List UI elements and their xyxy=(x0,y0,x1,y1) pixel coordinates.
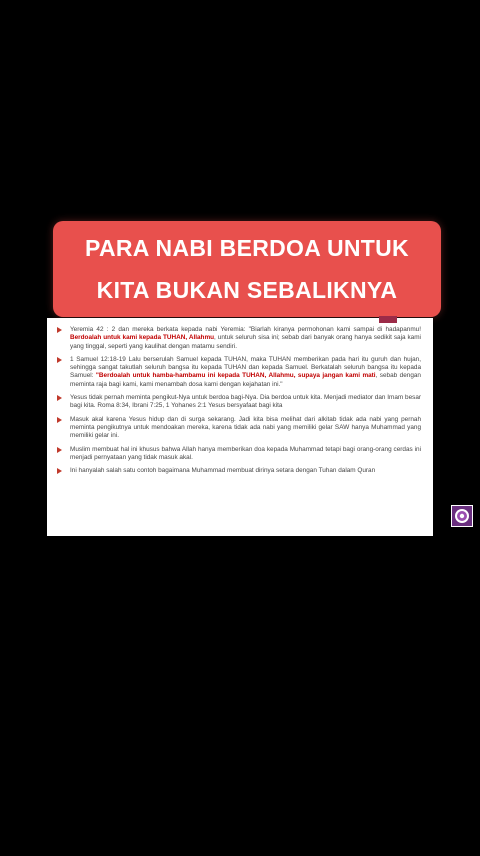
triangle-bullet-icon xyxy=(57,327,62,333)
body-text: Masuk akal karena Yesus hidup dan di surga sekarang. Jadi kita bisa melihat dari alkitab tidak ada nabi yang pernah meminta pengikutnya untuk mendoakan mereka, karena tidak ada nabi yang memiliki gelar SAW hanya Muhammad yang memiliki gelar ini. xyxy=(70,415,421,440)
body-text: 1 Samuel 12:18-19 Lalu berserulah Samuel kepada TUHAN, maka TUHAN memberikan pada hari itu guruh dan hujan, sehingga sangat takutlah seluruh bangsa itu kepada TUHAN dan kepada Samuel. Berkatalah seluruh bangsa itu kepada Samuel: xyxy=(70,355,421,380)
channel-logo-icon xyxy=(451,505,473,527)
body-text: Yeremia 42 : 2 dan mereka berkata kepada nabi Yeremia: "Biarlah kiranya permohonan kami sampai di hadapanmu! xyxy=(70,326,421,333)
list-item xyxy=(57,356,421,389)
body-text: , sebab dengan meminta raja bagi kami, kami menambah dosa kami dengan kejahatan ini." xyxy=(70,372,421,388)
title-line-2: KITA BUKAN SEBALIKNYA xyxy=(96,277,398,303)
body-text: Ini hanyalah salah satu contoh bagaimana Muhammad membuat dirinya setara dengan Tuhan dalam Quran xyxy=(70,467,376,475)
slide-panel xyxy=(47,318,433,536)
triangle-bullet-icon xyxy=(57,395,62,401)
title-line-1: PARA NABI BERDOA UNTUK xyxy=(85,235,409,261)
list-item xyxy=(57,446,421,463)
triangle-bullet-icon xyxy=(57,468,62,474)
emphasized-text: Berdoalah untuk kami kepada TUHAN, Allahmu xyxy=(70,334,215,342)
bullet-list xyxy=(57,326,421,475)
triangle-bullet-icon xyxy=(57,447,62,453)
list-item xyxy=(57,467,421,475)
list-item xyxy=(57,394,421,411)
triangle-bullet-icon xyxy=(57,357,62,363)
body-text: Muslim membuat hal ini khusus bahwa Allah hanya memberikan doa kepada Muhammad tetapi bagi orang-orang cerdas ini menjadi pernyataan yang tidak masuk akal. xyxy=(70,445,421,461)
list-item xyxy=(57,416,421,441)
title-banner xyxy=(53,221,441,317)
body-text: , untuk seluruh sisa ini; sebab dari banyak orang hanya sedikit saja kami yang tinggal, seperti yang kaulihat dengan matamu sendiri. xyxy=(70,334,421,350)
emphasized-text: "Berdoalah untuk hamba-hambamu ini kepada TUHAN, Allahmu, supaya jangan kami mati xyxy=(95,372,376,380)
slide-tab-marker xyxy=(379,316,397,323)
list-item xyxy=(57,326,421,351)
body-text: Yesus tidak pernah meminta pengikut-Nya untuk berdoa bagi-Nya. Dia berdoa untuk kita. Menjadi mediator dan Imam besar bagi kita. Roma 8:34, Ibrani 7:25, 1 Yohanes 2:1 Yesus bersyafaat bagi kita xyxy=(70,394,421,410)
triangle-bullet-icon xyxy=(57,417,62,423)
